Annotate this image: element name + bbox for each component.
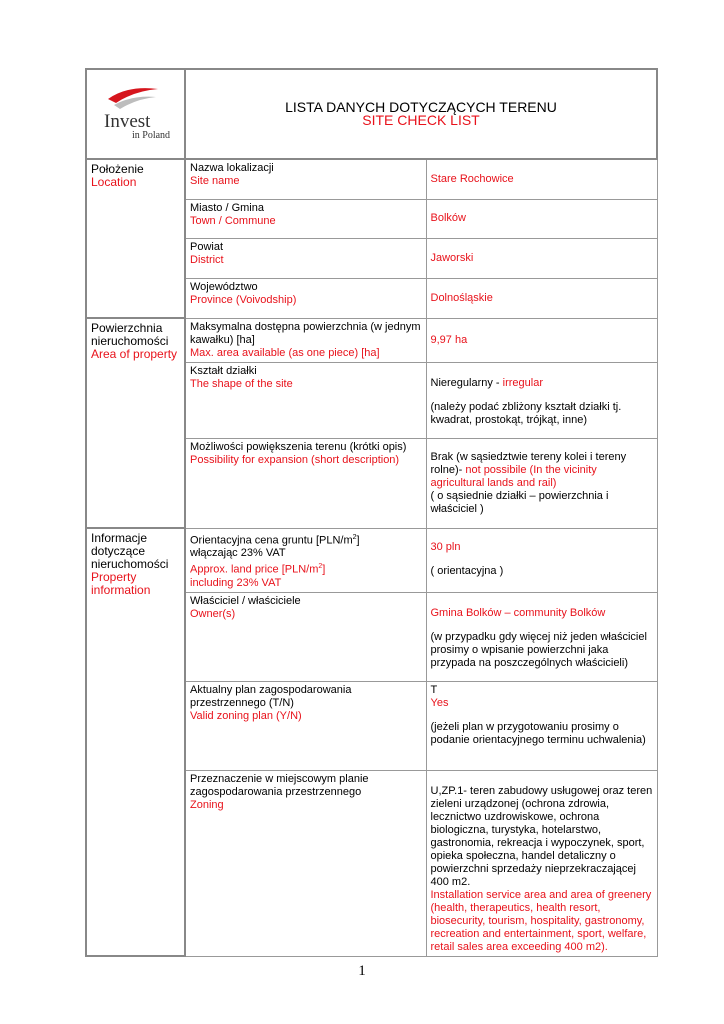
area-label-en: Area of property: [91, 347, 178, 361]
field-owner: [185, 592, 426, 681]
zoning-value-pl: U,ZP.1- teren zabudowy usługowej oraz teren zieleni urządzonej (ochrona zdrowia, lecznictwo uzdrowiskowe, ochrona biologiczna, turystyka, hotelarstwo, gastronomia, rekreacja i wypoczynek, sport, opieka społeczna, handel detaliczny o powierzchni sprzedaży nieprzekraczającej 400 m2.: [430, 784, 653, 888]
value-province: Dolnośląskie: [426, 278, 657, 318]
district-label-pl: Powiat: [190, 240, 224, 253]
owner-value: Gmina Bolków – community Bolków: [430, 606, 606, 619]
section-location-label: [86, 159, 185, 318]
site-check-table: [85, 68, 658, 957]
shape-value-en: irregular: [502, 376, 543, 389]
expansion-note: ( o sąsiednie działki – powierzchnia i właściciel ): [430, 489, 609, 515]
field-district: [185, 238, 426, 278]
section-area-label: [86, 318, 185, 528]
expansion-label-en: Possibility for expansion (short description): [190, 453, 400, 466]
value-expansion: [426, 438, 657, 528]
zoning-plan-note: (jeżeli plan w przygotowaniu prosimy o podanie orientacyjnego terminu uchwalenia): [430, 720, 646, 746]
area-label-pl-2: nieruchomości: [91, 334, 169, 348]
logo-sub-text: in Poland: [131, 130, 170, 141]
property-label-pl-3: nieruchomości: [91, 557, 169, 571]
site-name-label-pl: Nazwa lokalizacji: [190, 162, 274, 174]
price-label-pl-line: [190, 531, 422, 548]
price-note: ( orientacyjna ): [430, 564, 504, 577]
shape-label-pl: Kształt działki: [190, 364, 257, 377]
province-label-en: Province (Voivodship): [190, 293, 297, 306]
owner-label-pl: Właściciel / właściciele: [190, 594, 301, 607]
field-shape: [185, 362, 426, 438]
field-zoning-plan: [185, 681, 426, 770]
location-label-en: Location: [91, 175, 137, 189]
price-label-pl-1: Orientacyjna cena gruntu [PLN/m: [190, 534, 353, 547]
town-label-en: Town / Commune: [190, 214, 276, 227]
price-label-en-1: Approx. land price [PLN/m: [190, 563, 319, 576]
field-zoning: [185, 770, 426, 956]
section-property-label: [86, 528, 185, 956]
property-label-pl-1: Informacje: [91, 531, 148, 545]
property-label-en-1: Property: [91, 570, 137, 584]
location-label-pl: Położenie: [91, 162, 144, 176]
field-price: [185, 528, 426, 592]
price-sup-pl: 2: [352, 533, 357, 541]
owner-note: (w przypadku gdy więcej niż jeden właściciel prosimy o wpisanie powierzchni jaka przypada na poszczególnych właścicieli): [430, 630, 647, 669]
field-site-name: [185, 159, 426, 199]
price-label-pl-2: ]: [356, 534, 360, 547]
field-town: [185, 199, 426, 238]
value-district: Jaworski: [426, 238, 657, 278]
price-label-en-line: [190, 560, 422, 577]
zoning-value-en: Installation service area and area of greenery (health, therapeutics, health resort, biosecurity, tourism, hospitality, gastronomy, recreation and entertainment, sport, welfare, retail sales area exceeding 400 m2).: [430, 888, 652, 953]
expansion-value-en: not possibile (In the vicinity agricultural lands and rail): [430, 463, 597, 489]
town-label-pl: Miasto / Gmina: [190, 201, 264, 214]
title-pl: LISTA DANYCH DOTYCZĄCYCH TERENU: [285, 99, 557, 115]
shape-value-pl: Nieregularny -: [430, 376, 503, 389]
value-town: Bolków: [426, 199, 657, 238]
field-max-area: [185, 318, 426, 362]
price-label-en-2: ]: [322, 563, 326, 576]
title-cell: [185, 69, 657, 159]
value-max-area: 9,97 ha: [426, 318, 657, 362]
province-label-pl: Województwo: [190, 280, 258, 293]
value-site-name: Stare Rochowice: [426, 159, 657, 199]
title-en: SITE CHECK LIST: [362, 112, 480, 128]
zoning-plan-label-pl: Aktualny plan zagospodarowania przestrzennego (T/N): [190, 683, 352, 709]
page-number: 1: [358, 963, 366, 979]
shape-note: (należy podać zbliżony kształt działki tj. kwadrat, prostokąt, trójkąt, inne): [430, 400, 622, 426]
zoning-plan-label-en: Valid zoning plan (Y/N): [190, 709, 302, 722]
expansion-label-pl: Możliwości powiększenia terenu (krótki opis): [190, 440, 407, 453]
zoning-plan-value-en: Yes: [430, 696, 449, 709]
value-zoning-plan: [426, 681, 657, 770]
expansion-value-pl: Brak (w sąsiedztwie tereny kolei i tereny rolne)-: [430, 450, 627, 476]
shape-label-en: The shape of the site: [190, 377, 293, 390]
price-label-en-3: including 23% VAT: [190, 576, 282, 589]
logo-brand-text: Invest: [103, 111, 150, 132]
field-expansion: [185, 438, 426, 528]
value-zoning: [426, 770, 657, 956]
zoning-label-en: Zoning: [190, 798, 224, 811]
shape-value-line: [431, 377, 653, 390]
price-value: 30 pln: [430, 540, 461, 553]
property-label-pl-2: dotyczące: [91, 544, 146, 558]
invest-in-poland-logo: [94, 83, 178, 141]
property-label-en-2: information: [91, 583, 151, 597]
zoning-label-pl: Przeznaczenie w miejscowym planie zagospodarowania przestrzennego: [190, 772, 369, 798]
expansion-value: [431, 451, 653, 490]
max-area-label-pl: Maksymalna dostępna powierzchnia (w jednym kawałku) [ha]: [190, 320, 421, 346]
district-label-en: District: [190, 253, 224, 266]
price-sup-en: 2: [318, 563, 323, 571]
value-owner: [426, 592, 657, 681]
value-shape: [426, 362, 657, 438]
logo-cell: [86, 69, 185, 159]
max-area-label-en: Max. area available (as one piece) [ha]: [190, 346, 380, 359]
price-label-pl-3: włączając 23% VAT: [190, 547, 286, 560]
value-price: [426, 528, 657, 592]
site-name-label-en: Site name: [190, 175, 240, 187]
field-province: [185, 278, 426, 318]
zoning-plan-value-pl: T: [430, 683, 438, 696]
area-label-pl-1: Powierzchnia: [91, 321, 163, 335]
owner-label-en: Owner(s): [190, 607, 236, 620]
